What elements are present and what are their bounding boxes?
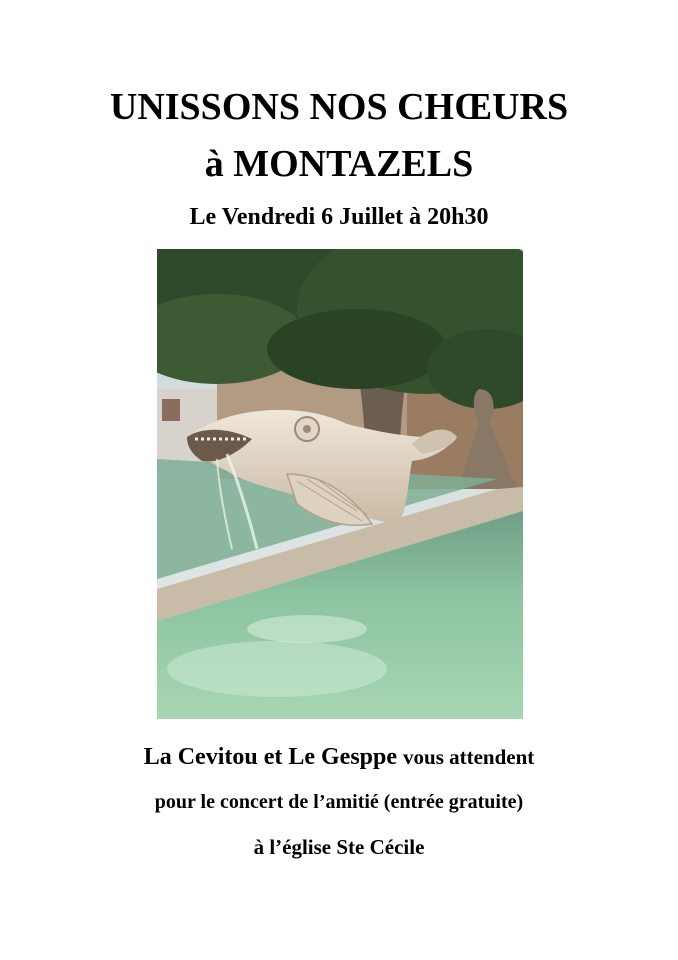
event-date: Le Vendredi 6 Juillet à 20h30 [189, 204, 489, 230]
fish-fountain-illustration [157, 249, 523, 719]
organizers: La Cevitou et Le Gesppe [143, 744, 398, 770]
poster-title-line2: à MONTAZELS [204, 143, 474, 185]
invite-suffix: vous attendent [403, 745, 535, 769]
location-line: à l’église Ste Cécile [253, 835, 425, 859]
invite-line [0, 745, 678, 769]
poster-title-line1: UNISSONS NOS CHŒURS [109, 86, 569, 128]
fish-fountain-photo [157, 249, 523, 719]
concert-line: pour le concert de l’amitié (entrée gratuite) [154, 791, 524, 813]
